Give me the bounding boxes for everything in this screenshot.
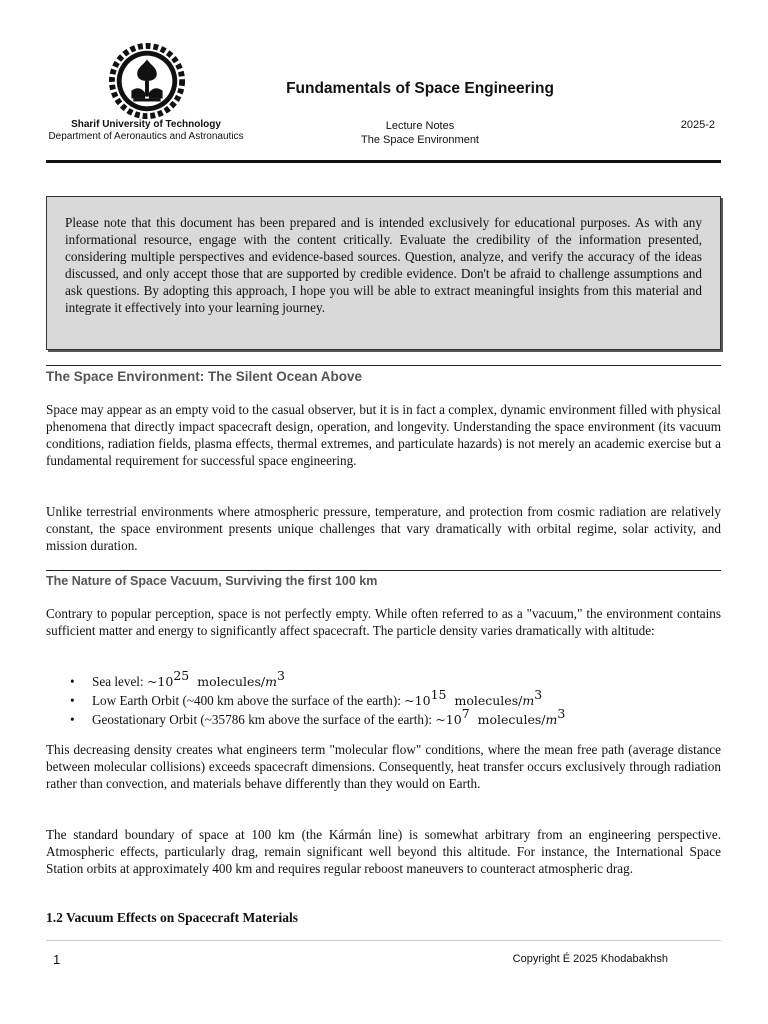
disclaimer-box: Please note that this document has been prepared and is intended exclusively for educational purposes. As with any informational resource, engage with the content critically. Evaluate the credibility of the information presented, considering multiple perspectives and evidence-based sources. Question, analyze, and verify the accuracy of the ideas discussed, and only accept those that are supported by credible evidence. Don't be afraid to challenge assumptions and ask questions. By adopting this approach, I hope you will be able to extract meaningful insights from this material and integrate it effectively into your learning journey. — [46, 196, 721, 350]
doc-topic: The Space Environment — [360, 134, 479, 146]
list-item: • Sea level: $\sim 10^{25}$ molecules/$m^3$ — [46, 672, 721, 691]
paragraph: Space may appear as an empty void to the casual observer, but it is in fact a complex, dynamic environment filled with physical phenomena that directly impact spacecraft design, operation, and longevity. Understanding the space environment (its vacuum conditions, radiation fields, plasma effects, thermal extremes, and particulate hazards) is not merely an academic exercise but a fundamental requirement for successful space engineering. — [46, 402, 721, 468]
document-title: Fundamentals of Space Engineering — [286, 80, 554, 97]
list-item: • Geostationary Orbit (~35786 km above the surface of the earth): $\sim 10^7$ molecules/$m^3$ — [46, 710, 721, 729]
doc-type: Lecture Notes — [385, 120, 455, 132]
density-list — [46, 668, 721, 729]
page-number: 1 — [53, 952, 61, 967]
department-name: Department of Aeronautics and Astronautics — [48, 131, 244, 142]
university-name: Sharif University of Technology — [71, 119, 221, 130]
paragraph: Contrary to popular perception, space is not perfectly empty. While often referred to as a "vacuum," the environment contains sufficient matter and energy to significantly affect spacecraft. The particle density varies dramatically with altitude: — [46, 606, 721, 638]
list-item: • Low Earth Orbit (~400 km above the surface of the earth): $\sim 10^{15}$ molecules/$m^3$ — [46, 691, 721, 710]
copyright-notice: Copyright É 2025 Khodabakhsh — [512, 953, 668, 965]
document-subtitle — [300, 119, 540, 147]
footer-divider — [46, 940, 721, 941]
paragraph: Unlike terrestrial environments where atmospheric pressure, temperature, and protection from cosmic radiation are relatively constant, the space environment presents unique challenges that vary dramatically with orbital regime, solar activity, and mission duration. — [46, 504, 721, 553]
term-label: 2025-2 — [680, 119, 715, 131]
subsection-heading: 1.2 Vacuum Effects on Spacecraft Materials — [46, 910, 298, 925]
institution-block — [46, 119, 246, 143]
university-logo — [108, 42, 186, 120]
paragraph: This decreasing density creates what engineers term "molecular flow" conditions, where the mean free path (average distance between molecular collisions) exceeds spacecraft dimensions. Consequently, heat transfer occurs exclusively through radiation rather than convection, and materials behave differently than they would on Earth. — [46, 742, 721, 791]
paragraph: The standard boundary of space at 100 km (the Kármán line) is somewhat arbitrary from an engineering perspective. Atmospheric effects, particularly drag, remain significant well beyond this altitude. For instance, the International Space Station orbits at approximately 400 km and requires regular reboost maneuvers to counteract atmospheric drag. — [46, 827, 721, 876]
section-heading-space-vacuum: The Nature of Space Vacuum, Surviving the first 100 km — [46, 570, 721, 588]
header-divider — [46, 160, 721, 163]
section-heading-space-environment: The Space Environment: The Silent Ocean Above — [46, 365, 721, 384]
